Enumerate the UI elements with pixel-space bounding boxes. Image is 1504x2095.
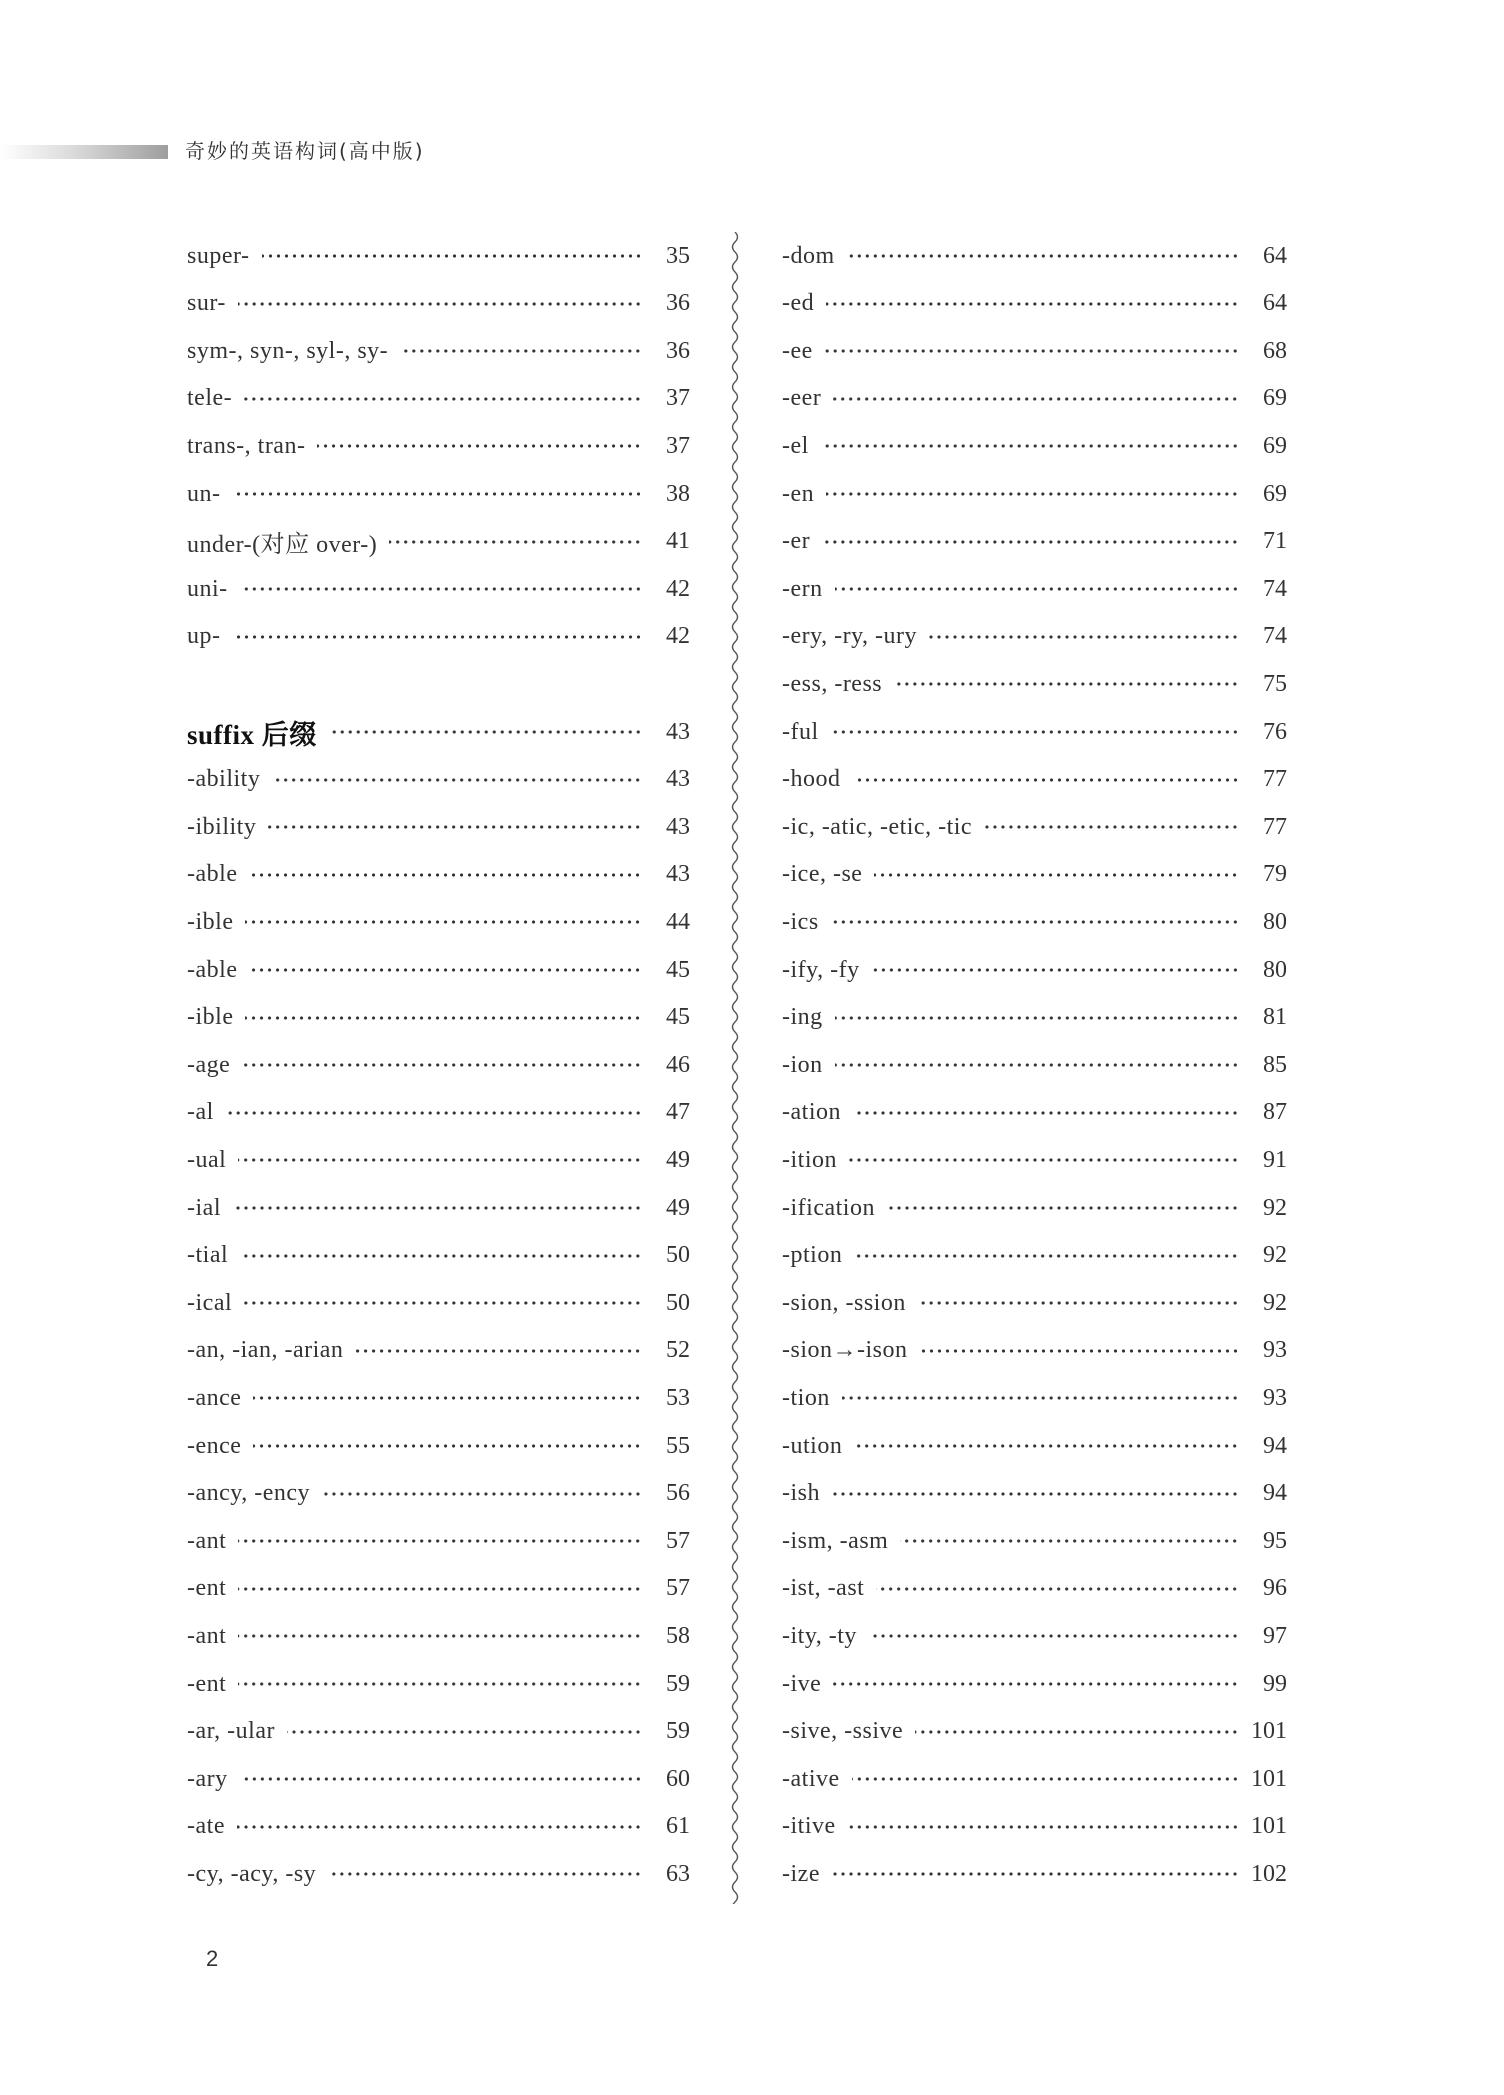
toc-page-number: 69 [1263, 432, 1287, 459]
toc-page-number: 37 [666, 385, 690, 412]
dot-leader [822, 522, 1239, 562]
toc-page-number: 49 [666, 1146, 690, 1173]
toc-entry [187, 1759, 690, 1799]
toc-page-number: 37 [666, 432, 690, 459]
toc-term: -ful [782, 718, 819, 745]
toc-term: -ern [782, 575, 823, 602]
dot-leader [832, 1854, 1239, 1894]
toc-entry [187, 1236, 690, 1276]
dot-leader [240, 1759, 642, 1799]
toc-term: -ative [782, 1765, 840, 1792]
toc-term: super- [187, 242, 250, 269]
toc-term: trans-, tran- [187, 432, 306, 459]
toc-term: -ence [187, 1432, 242, 1459]
toc-entry [782, 474, 1287, 514]
toc-entry [187, 760, 690, 800]
toc-term: sym-, syn-, syl-, sy- [187, 337, 389, 364]
dot-leader [233, 474, 643, 514]
dot-leader [317, 426, 642, 466]
toc-entry [782, 1331, 1287, 1371]
toc-term: -ive [782, 1670, 822, 1697]
dot-leader [826, 284, 1239, 324]
toc-term: -ary [187, 1765, 228, 1792]
toc-term: -ible [187, 1004, 234, 1031]
toc-term: -er [782, 528, 811, 555]
toc-page-number: 74 [1263, 623, 1287, 650]
toc-term: -sive, -ssive [782, 1718, 904, 1745]
toc-term: -tion [782, 1384, 830, 1411]
toc-page-number: 57 [666, 1527, 690, 1554]
dot-leader [853, 1093, 1239, 1133]
toc-page-number: 43 [666, 718, 690, 745]
toc-entry [187, 807, 690, 847]
toc-page-number: 50 [666, 1242, 690, 1269]
toc-page-number: 96 [1263, 1575, 1287, 1602]
dot-leader [238, 1521, 642, 1561]
dot-leader [854, 1426, 1239, 1466]
toc-entry [187, 1378, 690, 1418]
dot-leader [245, 998, 642, 1038]
toc-page-number: 49 [666, 1194, 690, 1221]
toc-term: -ant [187, 1527, 227, 1554]
toc-page-number: 101 [1251, 1765, 1287, 1792]
toc-page-number: 36 [666, 290, 690, 317]
toc-page-number: 41 [666, 528, 690, 555]
dot-leader [984, 807, 1239, 847]
toc-entry [782, 712, 1287, 752]
toc-entry [782, 617, 1287, 657]
toc-page-number: 87 [1263, 1099, 1287, 1126]
toc-page-number: 91 [1263, 1146, 1287, 1173]
toc-page-number: 81 [1263, 1004, 1287, 1031]
toc-entry [187, 1807, 690, 1847]
dot-leader [238, 1664, 642, 1704]
toc-entry [782, 1521, 1287, 1561]
dot-leader [240, 569, 642, 609]
dot-leader [833, 379, 1239, 419]
dot-leader [242, 1045, 642, 1085]
dot-leader [842, 1378, 1239, 1418]
toc-page-number: 92 [1263, 1242, 1287, 1269]
toc-entry [187, 331, 690, 371]
toc-entry [187, 1854, 690, 1894]
dot-leader [848, 1807, 1239, 1847]
toc-term: -ical [187, 1289, 233, 1316]
toc-page-number: 52 [666, 1337, 690, 1364]
dot-leader [869, 1616, 1239, 1656]
dot-leader [874, 855, 1239, 895]
toc-page-number: 93 [1263, 1384, 1287, 1411]
toc-entry [782, 902, 1287, 942]
toc-entry [187, 617, 690, 657]
toc-page-number: 79 [1263, 861, 1287, 888]
dot-leader [920, 1331, 1240, 1371]
dot-leader [887, 1188, 1239, 1228]
toc-entry [187, 1283, 690, 1323]
toc-term: -able [187, 861, 238, 888]
toc-page-number: 47 [666, 1099, 690, 1126]
toc-entry [187, 902, 690, 942]
toc-entry [187, 998, 690, 1038]
toc-entry [187, 1474, 690, 1514]
header-gradient-bar [0, 145, 168, 159]
dot-leader [900, 1521, 1239, 1561]
running-header-title: 奇妙的英语构词(高中版) [185, 139, 425, 163]
toc-entry [782, 1807, 1287, 1847]
toc-page-number: 60 [666, 1765, 690, 1792]
dot-leader [249, 855, 642, 895]
toc-entry [782, 1188, 1287, 1228]
toc-entry [782, 1616, 1287, 1656]
toc-entry [187, 1045, 690, 1085]
dot-leader [238, 1616, 642, 1656]
dot-leader [821, 426, 1239, 466]
toc-entry [187, 1093, 690, 1133]
toc-term: -dom [782, 242, 835, 269]
toc-entry [782, 1712, 1287, 1752]
dot-leader [245, 902, 642, 942]
dot-leader [835, 1045, 1239, 1085]
toc-term: -cy, -acy, -sy [187, 1860, 317, 1887]
toc-page-number: 45 [666, 1004, 690, 1031]
toc-term: -sion, -ssion [782, 1289, 906, 1316]
toc-entry [782, 760, 1287, 800]
toc-page-number: 38 [666, 480, 690, 507]
toc-page-number: 44 [666, 908, 690, 935]
toc-entry [782, 807, 1287, 847]
toc-entry [782, 855, 1287, 895]
toc-entry [187, 426, 690, 466]
dot-leader [832, 1474, 1239, 1514]
dot-leader [329, 712, 642, 752]
toc-entry [782, 1664, 1287, 1704]
toc-term: -ibility [187, 813, 257, 840]
dot-leader [854, 1236, 1239, 1276]
toc-entry [782, 998, 1287, 1038]
dot-leader [915, 1712, 1239, 1752]
dot-leader [853, 760, 1240, 800]
toc-term: un- [187, 480, 221, 507]
toc-page-number: 93 [1263, 1337, 1287, 1364]
toc-page-number: 46 [666, 1051, 690, 1078]
toc-term: -ism, -asm [782, 1527, 889, 1554]
dot-leader [929, 617, 1239, 657]
toc-entry [782, 1426, 1287, 1466]
toc-term: -al [187, 1099, 214, 1126]
toc-term: -ual [187, 1146, 227, 1173]
dot-leader [852, 1759, 1239, 1799]
toc-term: uni- [187, 575, 228, 602]
toc-page-number: 35 [666, 242, 690, 269]
dot-leader [826, 474, 1239, 514]
toc-term: -ess, -ress [782, 670, 883, 697]
dot-leader [872, 950, 1239, 990]
dot-leader [262, 236, 643, 276]
toc-page-number: 77 [1263, 766, 1287, 793]
toc-page-number: 58 [666, 1622, 690, 1649]
toc-entry [782, 1759, 1287, 1799]
toc-entry [187, 1188, 690, 1228]
toc-entry [782, 1378, 1287, 1418]
toc-term: -itive [782, 1813, 836, 1840]
toc-entry [187, 1140, 690, 1180]
dot-leader [238, 1140, 642, 1180]
toc-term: -ial [187, 1194, 221, 1221]
dot-leader [233, 617, 643, 657]
dot-leader [249, 950, 642, 990]
toc-term: -ics [782, 908, 819, 935]
dot-leader [287, 1712, 642, 1752]
toc-term: -ance [187, 1384, 242, 1411]
toc-term: -hood [782, 766, 841, 793]
dot-leader [226, 1093, 642, 1133]
toc-term: -ee [782, 337, 813, 364]
dot-leader [825, 331, 1239, 371]
dot-leader [253, 1378, 642, 1418]
toc-term: -ant [187, 1622, 227, 1649]
toc-entry [782, 284, 1287, 324]
toc-entry [187, 855, 690, 895]
toc-page-number: 99 [1263, 1670, 1287, 1697]
dot-leader [894, 664, 1239, 704]
toc-term: -ption [782, 1242, 843, 1269]
toc-entry [187, 1331, 690, 1371]
toc-term: -ion [782, 1051, 823, 1078]
dot-leader [389, 522, 642, 562]
toc-entry [782, 664, 1287, 704]
dot-leader [238, 1569, 642, 1609]
dot-leader [244, 379, 642, 419]
toc-term: -ice, -se [782, 861, 863, 888]
toc-entry [782, 1236, 1287, 1276]
toc-term: -ing [782, 1004, 823, 1031]
toc-page-number: 77 [1263, 813, 1287, 840]
toc-term: -ition [782, 1146, 837, 1173]
dot-leader [244, 1283, 642, 1323]
toc-page-number: 68 [1263, 337, 1287, 364]
toc-term: tele- [187, 385, 233, 412]
toc-page-number: 59 [666, 1718, 690, 1745]
toc-page-number: 101 [1251, 1813, 1287, 1840]
toc-page-number: 69 [1263, 480, 1287, 507]
dot-leader [322, 1474, 642, 1514]
dot-leader [233, 1188, 642, 1228]
toc-term: -tial [187, 1242, 229, 1269]
toc-entry [187, 236, 690, 276]
dot-leader [272, 760, 642, 800]
toc-page-number: 85 [1263, 1051, 1287, 1078]
toc-page-number: 42 [666, 623, 690, 650]
toc-entry [187, 379, 690, 419]
toc-term: -ery, -ry, -ury [782, 623, 917, 650]
toc-entry [187, 1712, 690, 1752]
toc-entry [782, 1045, 1287, 1085]
dot-leader [253, 1426, 642, 1466]
toc-term: under-(对应 over-) [187, 532, 378, 559]
toc-term: -age [187, 1051, 231, 1078]
dot-leader [240, 1236, 642, 1276]
toc-page-number: 42 [666, 575, 690, 602]
toc-entry [187, 522, 690, 562]
toc-term: -ent [187, 1575, 227, 1602]
toc-page-number: 94 [1263, 1432, 1287, 1459]
toc-page-number: 56 [666, 1480, 690, 1507]
toc-page-number: 69 [1263, 385, 1287, 412]
toc-page-number: 92 [1263, 1194, 1287, 1221]
toc-page-number: 76 [1263, 718, 1287, 745]
toc-entry [782, 331, 1287, 371]
toc-page-number: 55 [666, 1432, 690, 1459]
toc-entry [782, 426, 1287, 466]
toc-page-number: 94 [1263, 1480, 1287, 1507]
dot-leader [237, 1807, 642, 1847]
toc-term: -ution [782, 1432, 843, 1459]
toc-entry [782, 1474, 1287, 1514]
toc-page-number: 95 [1263, 1527, 1287, 1554]
toc-entry [187, 1616, 690, 1656]
toc-term: -el [782, 432, 809, 459]
toc-term: -eer [782, 385, 822, 412]
toc-term: -ish [782, 1480, 820, 1507]
toc-entry [187, 569, 690, 609]
dot-leader [833, 1664, 1239, 1704]
dot-leader [355, 1331, 642, 1371]
toc-entry [187, 1521, 690, 1561]
toc-term: sur- [187, 290, 226, 317]
dot-leader [849, 1140, 1239, 1180]
toc-page-number: 36 [666, 337, 690, 364]
toc-entry [782, 1140, 1287, 1180]
toc-page-number: 45 [666, 956, 690, 983]
toc-page-number: 64 [1263, 290, 1287, 317]
toc-entry [782, 569, 1287, 609]
toc-entry [187, 1664, 690, 1704]
toc-page-number: 57 [666, 1575, 690, 1602]
toc-term: up- [187, 623, 221, 650]
toc-page-number: 80 [1263, 956, 1287, 983]
toc-term: -sion→-ison [782, 1337, 908, 1364]
toc-entry [782, 379, 1287, 419]
toc-term: -ize [782, 1860, 820, 1887]
toc-page-number: 43 [666, 766, 690, 793]
toc-entry [782, 236, 1287, 276]
toc-term: -ify, -fy [782, 956, 860, 983]
toc-term: -en [782, 480, 815, 507]
toc-term: -ate [187, 1813, 225, 1840]
toc-entry [782, 1093, 1287, 1133]
toc-page-number: 64 [1263, 242, 1287, 269]
toc-term: -ent [187, 1670, 227, 1697]
page-number: 2 [206, 1946, 219, 1971]
column-divider-ornament [727, 232, 743, 1904]
toc-page-number: 61 [666, 1813, 690, 1840]
dot-leader [876, 1569, 1239, 1609]
toc-page-number: 74 [1263, 575, 1287, 602]
toc-entry [187, 1569, 690, 1609]
toc-term: -ancy, -ency [187, 1480, 311, 1507]
toc-term: suffix 后缀 [187, 719, 317, 750]
dot-leader [831, 902, 1239, 942]
toc-entry [187, 474, 690, 514]
toc-entry [782, 950, 1287, 990]
toc-page-number: 43 [666, 861, 690, 888]
toc-page-number: 101 [1251, 1718, 1287, 1745]
toc-entry [782, 1569, 1287, 1609]
toc-term: -ar, -ular [187, 1718, 275, 1745]
toc-term: -ability [187, 766, 261, 793]
toc-entry [187, 284, 690, 324]
dot-leader [238, 284, 642, 324]
toc-page-number: 53 [666, 1384, 690, 1411]
dot-leader [847, 236, 1239, 276]
dot-leader [328, 1854, 642, 1894]
toc-section-heading [187, 712, 690, 752]
dot-leader [835, 998, 1239, 1038]
dot-leader [831, 712, 1239, 752]
toc-page-number: 43 [666, 813, 690, 840]
dot-leader [400, 331, 642, 371]
toc-page-number: 102 [1251, 1860, 1287, 1887]
toc-term: -ation [782, 1099, 841, 1126]
toc-term: -an, -ian, -arian [187, 1337, 344, 1364]
toc-page-number: 63 [666, 1860, 690, 1887]
toc-page-number: 50 [666, 1289, 690, 1316]
dot-leader [268, 807, 642, 847]
dot-leader [918, 1283, 1239, 1323]
toc-page-number: 80 [1263, 908, 1287, 935]
toc-entry [782, 1283, 1287, 1323]
toc-page-number: 59 [666, 1670, 690, 1697]
toc-page-number: 92 [1263, 1289, 1287, 1316]
toc-entry [187, 1426, 690, 1466]
toc-term: -ed [782, 290, 815, 317]
toc-entry [782, 1854, 1287, 1894]
toc-page-number: 97 [1263, 1622, 1287, 1649]
toc-page-number: 71 [1263, 528, 1287, 555]
toc-term: -able [187, 956, 238, 983]
toc-term: -ist, -ast [782, 1575, 865, 1602]
toc-entry [187, 950, 690, 990]
toc-term: -ity, -ty [782, 1622, 857, 1649]
toc-page-number: 75 [1263, 670, 1287, 697]
toc-term: -ification [782, 1194, 875, 1221]
dot-leader [835, 569, 1239, 609]
toc-term: -ible [187, 908, 234, 935]
toc-term: -ic, -atic, -etic, -tic [782, 813, 973, 840]
toc-entry [782, 522, 1287, 562]
